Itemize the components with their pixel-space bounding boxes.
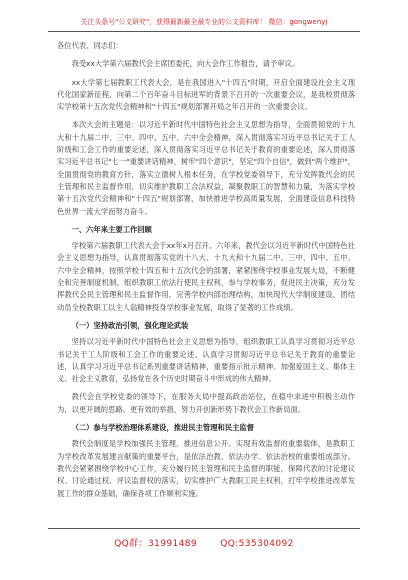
paragraph: 本次大会的主题是：以习近平新时代中国特色社会主义思想为指导，全面贯彻党的十九大和十九届二中、三中、四中、五中、六中全会精神，深入贯彻落实习近平总书记关于工人阶级和工会工作的重要论述，深入贯彻落实习近平总书记关于教育的重要论述，深入贯彻落实习近平总书记"七一"重要讲话精神，树牢"四个意识"，坚定"四个自信"，做到"两个维护"，全面贯彻党的教育方针，落实立德树人根本任务，在学校党委领导下，充分发挥教代会的民主管理和民主监督作用，切实维护教职工合法权益，凝聚教职工的智慧和力量，为落实学校第十五次党代会精神和"十四五"规划部署，加快推进学校高质量发展，全面建设信息科技特色世界一流大学而努力奋斗。 — [57, 120, 355, 216]
document-body — [57, 36, 355, 500]
footer-divider — [48, 528, 360, 529]
subsection-heading: （一）坚持政治引领，强化理论武装 — [71, 320, 189, 330]
salutation: 各位代表、同志们： — [57, 41, 123, 50]
subsection-heading: （二）参与学校治理体系建设，推进民主管理和民主监督 — [71, 423, 255, 433]
paragraph: 学校第六届教职工代表大会于xx年x月召开。六年来，教代会以习近平新时代中国特色社会主义思想为指导，认真贯彻落实党的十八大、十九大和十九届二中、三中、四中、五中、六中全会精神，按照学校十四五和十五次代会的部署，紧紧围绕学校事业发展大局，不断健全和完善制度机制，组织教职工依法行使民主权利，参与学校事务，促进民主决策，充分发挥教代会民主管理和民主监督作用，完善学校内部治理结构，加快现代大学制度建设，团结动员全校教职工以主人翁精神投身学校事业发展，取得了显著的工作成绩。 — [57, 241, 355, 312]
paragraph: 坚持以习近平新时代中国特色社会主义思想为指导，组织教职工认真学习贯彻习近平总书记关于工人阶级和工会工作的重要论述、认真学习贯彻习近平总书记关于教育的重要论述，认真学习习近平总书记系列重要讲话精神，重要指示批示精神。加强爱国主义、集体主义、社会主义教育，弘扬党在各个历史时期奋斗中形成的伟大精神。 — [57, 337, 355, 384]
section-heading: 一、六年来主要工作回顾 — [71, 224, 152, 234]
header-divider — [48, 31, 360, 32]
header-banner: 关注头条号"公文研究"，获得最新最全最专业的公文资料库！ 微信：gongwenyj — [80, 18, 328, 26]
paragraph: 我受xx大学第六届教代会主席团委托，向大会作工作报告，请予审议。 — [71, 59, 300, 69]
paragraph: 教代会制度是学校加强民主管理、推进信息公开、实现有效监督的重要载体，是教职工为学校改革发展建言献策的重要平台，是依法治教、依法办学、依法治校的重要组成部分。教代会紧紧围绕学校中心工作，充分履行民主管理和民主监督的职能，保障代表的讨论建议权、讨论通过权、评议监督权的落实，切实维护广大教职工民主权利，打牢学校推进改革发展工作的群众基础，确保各项工作顺利实施。 — [57, 439, 355, 498]
qq-number: QQ:535304092 — [220, 539, 294, 549]
paragraph: xx大学第七届教职工代表大会，是在我国进入"十四五"时期，开启全面建设社会主义现代化国家新征程，向第二个百年奋斗目标进军的背景下召开的一次重要会议，是我校贯彻落实学校第十五次党代会精神和"十四五"规划部署开局之年召开的一次重要会议。 — [57, 77, 355, 112]
footer-contact — [48, 536, 360, 549]
paragraph: 教代会在学校党委的领导下，在服务大局中提高政治站位，在稳中求进中积极主动作为，以更开阔的思路、更有效的举措，努力开创新形势下教代会工作新局面。 — [57, 392, 355, 414]
qq-group: QQ群：31991489 — [114, 539, 197, 549]
